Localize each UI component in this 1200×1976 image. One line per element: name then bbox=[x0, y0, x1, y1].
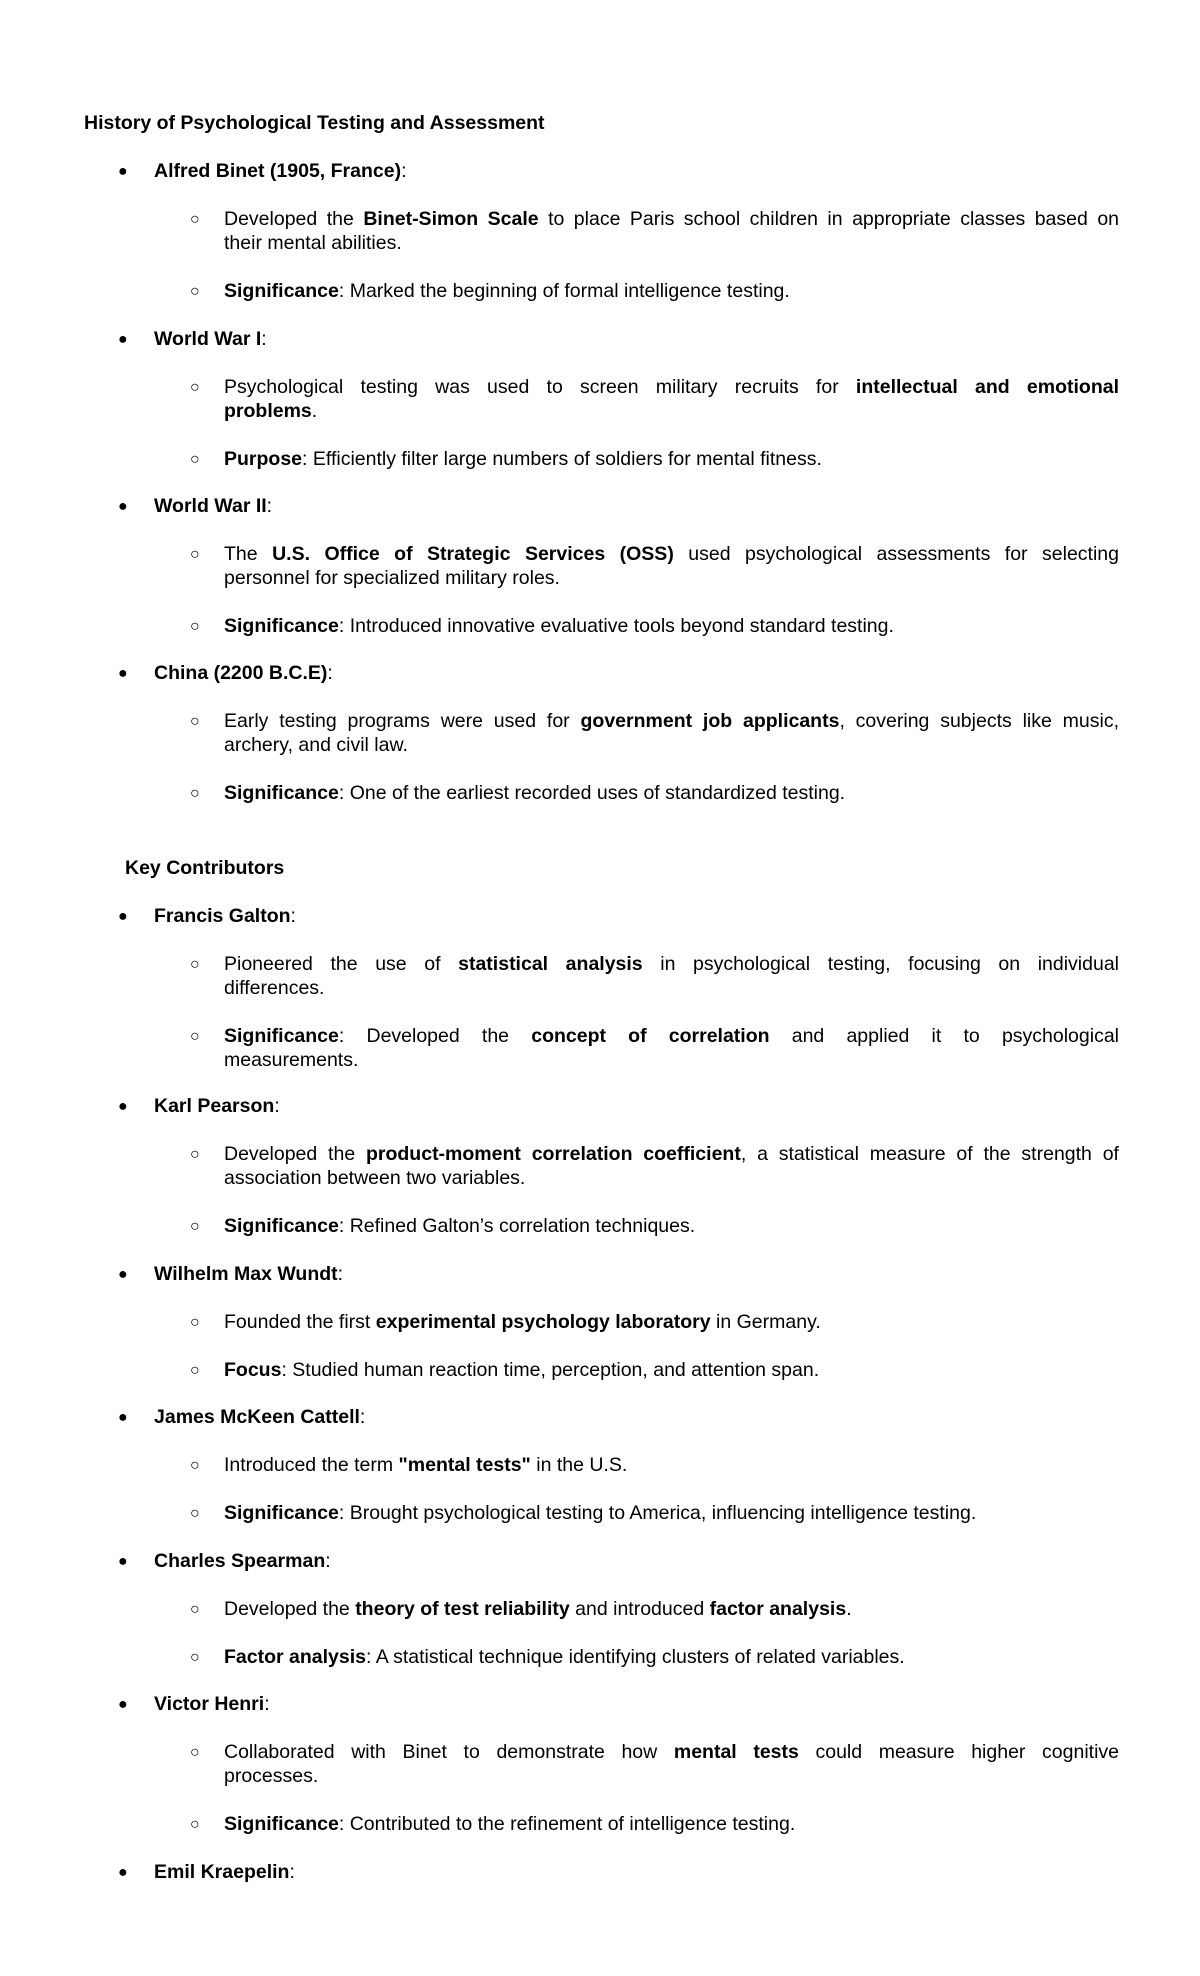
sub-bullet-icon: ○ bbox=[190, 1218, 200, 1235]
sub-bullet-icon: ○ bbox=[190, 1649, 200, 1666]
sub-bullet-icon: ○ bbox=[190, 618, 200, 635]
list-item-text: Developed the theory of test reliability and introduced factor analysis. bbox=[224, 1598, 852, 1620]
sub-bullet-icon: ○ bbox=[190, 785, 200, 802]
bullet-icon: ● bbox=[118, 1553, 128, 1570]
list-item-text: Collaborated with Binet to demonstrate how mental tests could measure higher cognitive processes. bbox=[224, 1741, 1119, 1787]
sub-bullet-icon: ○ bbox=[190, 211, 200, 228]
bullet-icon: ● bbox=[118, 1409, 128, 1426]
list-item-text: Significance: One of the earliest recorded uses of standardized testing. bbox=[224, 782, 846, 804]
bullet-icon: ● bbox=[118, 1266, 128, 1283]
list-item-title: China (2200 B.C.E): bbox=[154, 662, 333, 684]
sub-bullet-icon: ○ bbox=[190, 1028, 200, 1045]
section-heading-key-contributors: Key Contributors bbox=[125, 857, 285, 879]
sub-bullet-icon: ○ bbox=[190, 451, 200, 468]
list-item-text: Introduced the term "mental tests" in the U.S. bbox=[224, 1454, 628, 1476]
bullet-icon: ● bbox=[118, 665, 128, 682]
list-item-text: Significance: Introduced innovative evaluative tools beyond standard testing. bbox=[224, 615, 894, 637]
list-item-text: Focus: Studied human reaction time, perception, and attention span. bbox=[224, 1359, 820, 1381]
sub-bullet-icon: ○ bbox=[190, 713, 200, 730]
bullet-icon: ● bbox=[118, 163, 128, 180]
sub-bullet-icon: ○ bbox=[190, 1457, 200, 1474]
sub-bullet-icon: ○ bbox=[190, 1744, 200, 1761]
list-item-title: Victor Henri: bbox=[154, 1693, 270, 1715]
list-item-text: Developed the Binet-Simon Scale to place Paris school children in appropriate classes based on their mental abilities. bbox=[224, 208, 1120, 254]
list-item-text: Purpose: Efficiently filter large numbers of soldiers for mental fitness. bbox=[224, 448, 822, 470]
sub-bullet-icon: ○ bbox=[190, 1505, 200, 1522]
bullet-icon: ● bbox=[118, 1098, 128, 1115]
list-item-text: Psychological testing was used to screen military recruits for intellectual and emotional problems. bbox=[224, 376, 1119, 422]
list-item-text: Significance: Brought psychological testing to America, influencing intelligence testing. bbox=[224, 1502, 977, 1524]
sub-bullet-icon: ○ bbox=[190, 546, 200, 563]
list-item-title: Wilhelm Max Wundt: bbox=[154, 1263, 344, 1285]
list-item-title: Emil Kraepelin: bbox=[154, 1861, 295, 1883]
bullet-icon: ● bbox=[118, 498, 128, 515]
list-item-text: Significance: Developed the concept of correlation and applied it to psychological measurements. bbox=[224, 1025, 1120, 1071]
list-item-text: Significance: Marked the beginning of formal intelligence testing. bbox=[224, 280, 790, 302]
sub-bullet-icon: ○ bbox=[190, 1362, 200, 1379]
sub-bullet-icon: ○ bbox=[190, 379, 200, 396]
list-item-title: World War II: bbox=[154, 495, 273, 517]
list-item-text: Significance: Refined Galton’s correlation techniques. bbox=[224, 1215, 696, 1237]
section-heading-history: History of Psychological Testing and Assessment bbox=[84, 112, 545, 134]
sub-bullet-icon: ○ bbox=[190, 1314, 200, 1331]
list-item-text: Pioneered the use of statistical analysis in psychological testing, focusing on individual differences. bbox=[224, 953, 1119, 999]
sub-bullet-icon: ○ bbox=[190, 956, 200, 973]
sub-bullet-icon: ○ bbox=[190, 1601, 200, 1618]
sub-bullet-icon: ○ bbox=[190, 283, 200, 300]
list-item-text: Founded the first experimental psychology laboratory in Germany. bbox=[224, 1311, 821, 1333]
list-item-text: The U.S. Office of Strategic Services (OSS) used psychological assessments for selecting personnel for specialized military roles. bbox=[224, 543, 1119, 589]
sub-bullet-icon: ○ bbox=[190, 1146, 200, 1163]
list-item-title: Charles Spearman: bbox=[154, 1550, 331, 1572]
list-item-title: Francis Galton: bbox=[154, 905, 296, 927]
list-item-text: Factor analysis: A statistical technique identifying clusters of related variables. bbox=[224, 1646, 905, 1668]
list-item-title: World War I: bbox=[154, 328, 267, 350]
list-item-text: Developed the product-moment correlation coefficient, a statistical measure of the strength of association between two variables. bbox=[224, 1143, 1119, 1189]
bullet-icon: ● bbox=[118, 908, 128, 925]
bullet-icon: ● bbox=[118, 1696, 128, 1713]
sub-bullet-icon: ○ bbox=[190, 1816, 200, 1833]
list-item-title: Karl Pearson: bbox=[154, 1095, 280, 1117]
bullet-icon: ● bbox=[118, 331, 128, 348]
list-item-text: Significance: Contributed to the refinement of intelligence testing. bbox=[224, 1813, 796, 1835]
bullet-icon: ● bbox=[118, 1864, 128, 1881]
list-item-text: Early testing programs were used for government job applicants, covering subjects like music, archery, and civil law. bbox=[224, 710, 1119, 756]
list-item-title: James McKeen Cattell: bbox=[154, 1406, 366, 1428]
list-item-title: Alfred Binet (1905, France): bbox=[154, 160, 407, 182]
